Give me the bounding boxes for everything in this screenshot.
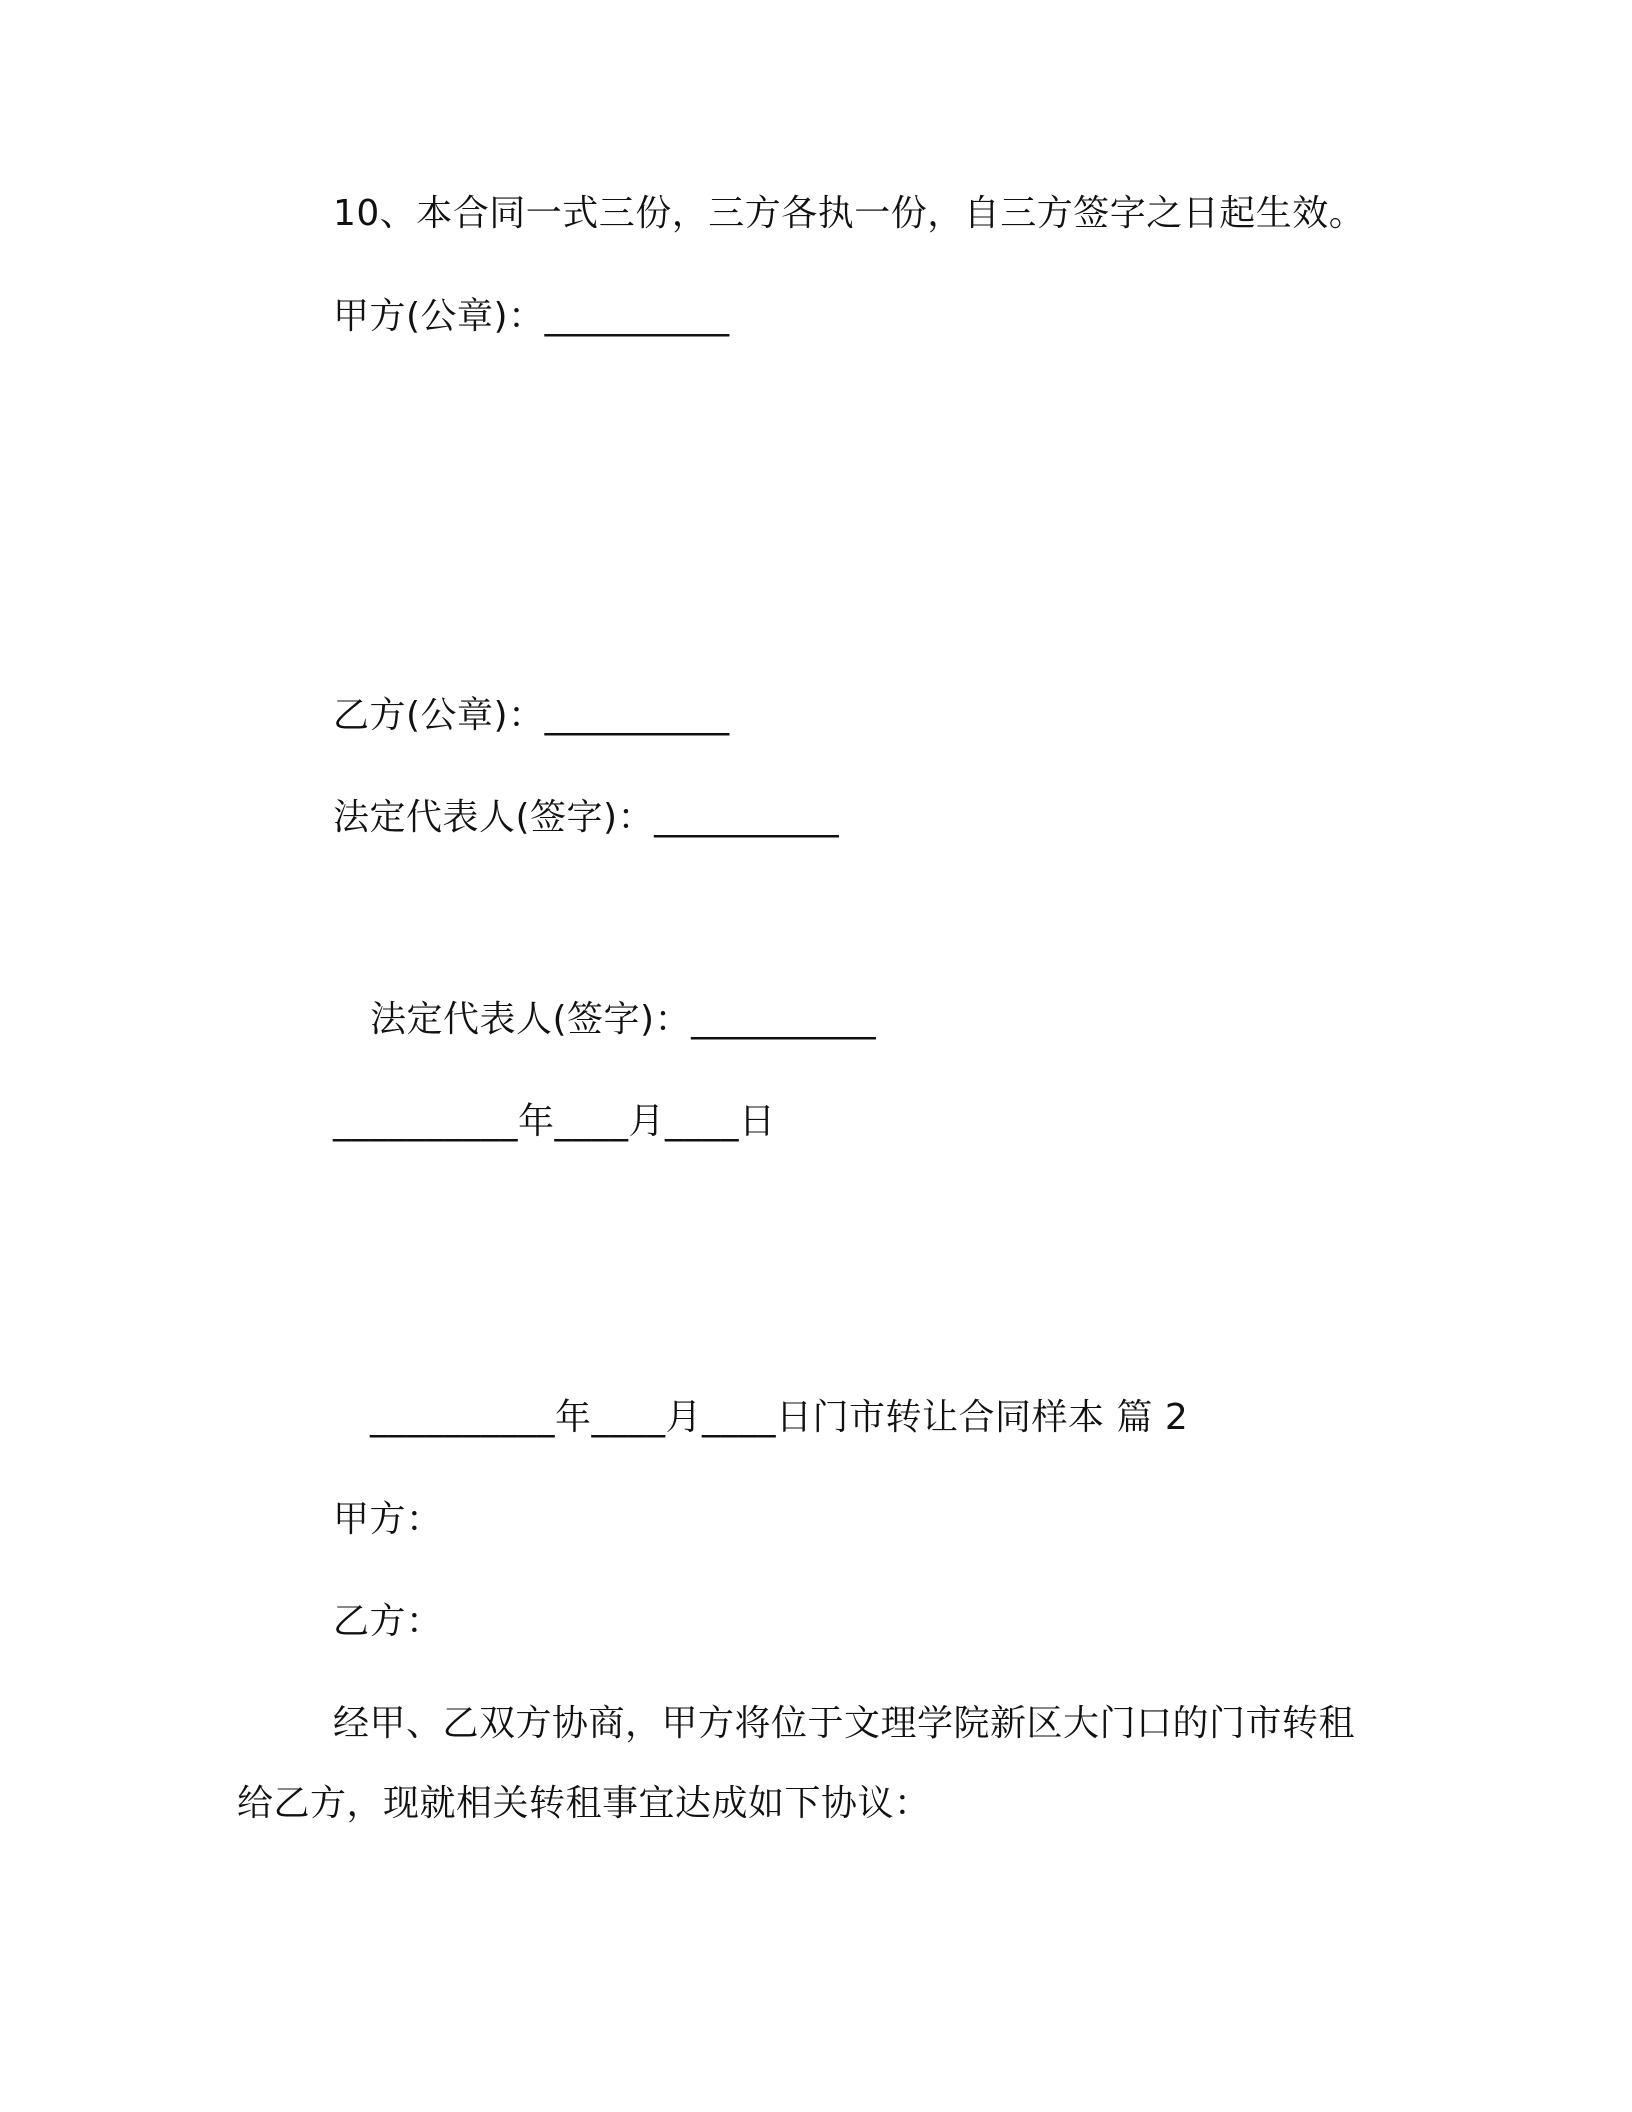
- agreement-paragraph-line-2: 给乙方，现就相关转租事宜达成如下协议：: [237, 1783, 931, 1824]
- party-b-label: 乙方：: [333, 1601, 443, 1642]
- legal-representative-signature-line-2: 法定代表人(签字)：__________: [370, 999, 877, 1040]
- agreement-paragraph-line-1: 经甲、乙双方协商，甲方将位于文理学院新区大门口的门市转租: [333, 1703, 1356, 1744]
- legal-representative-signature-line: 法定代表人(签字)：__________: [333, 797, 840, 838]
- party-a-label: 甲方：: [333, 1499, 443, 1540]
- party-b-seal-line: 乙方(公章)：__________: [333, 695, 730, 736]
- section-2-title: __________年____月____日门市转让合同样本 篇 2: [370, 1397, 1189, 1438]
- party-a-seal-line: 甲方(公章)：__________: [333, 296, 730, 337]
- clause-10-text: 10、本合同一式三份，三方各执一份，自三方签字之日起生效。: [333, 193, 1366, 234]
- date-line: __________年____月____日: [333, 1101, 776, 1142]
